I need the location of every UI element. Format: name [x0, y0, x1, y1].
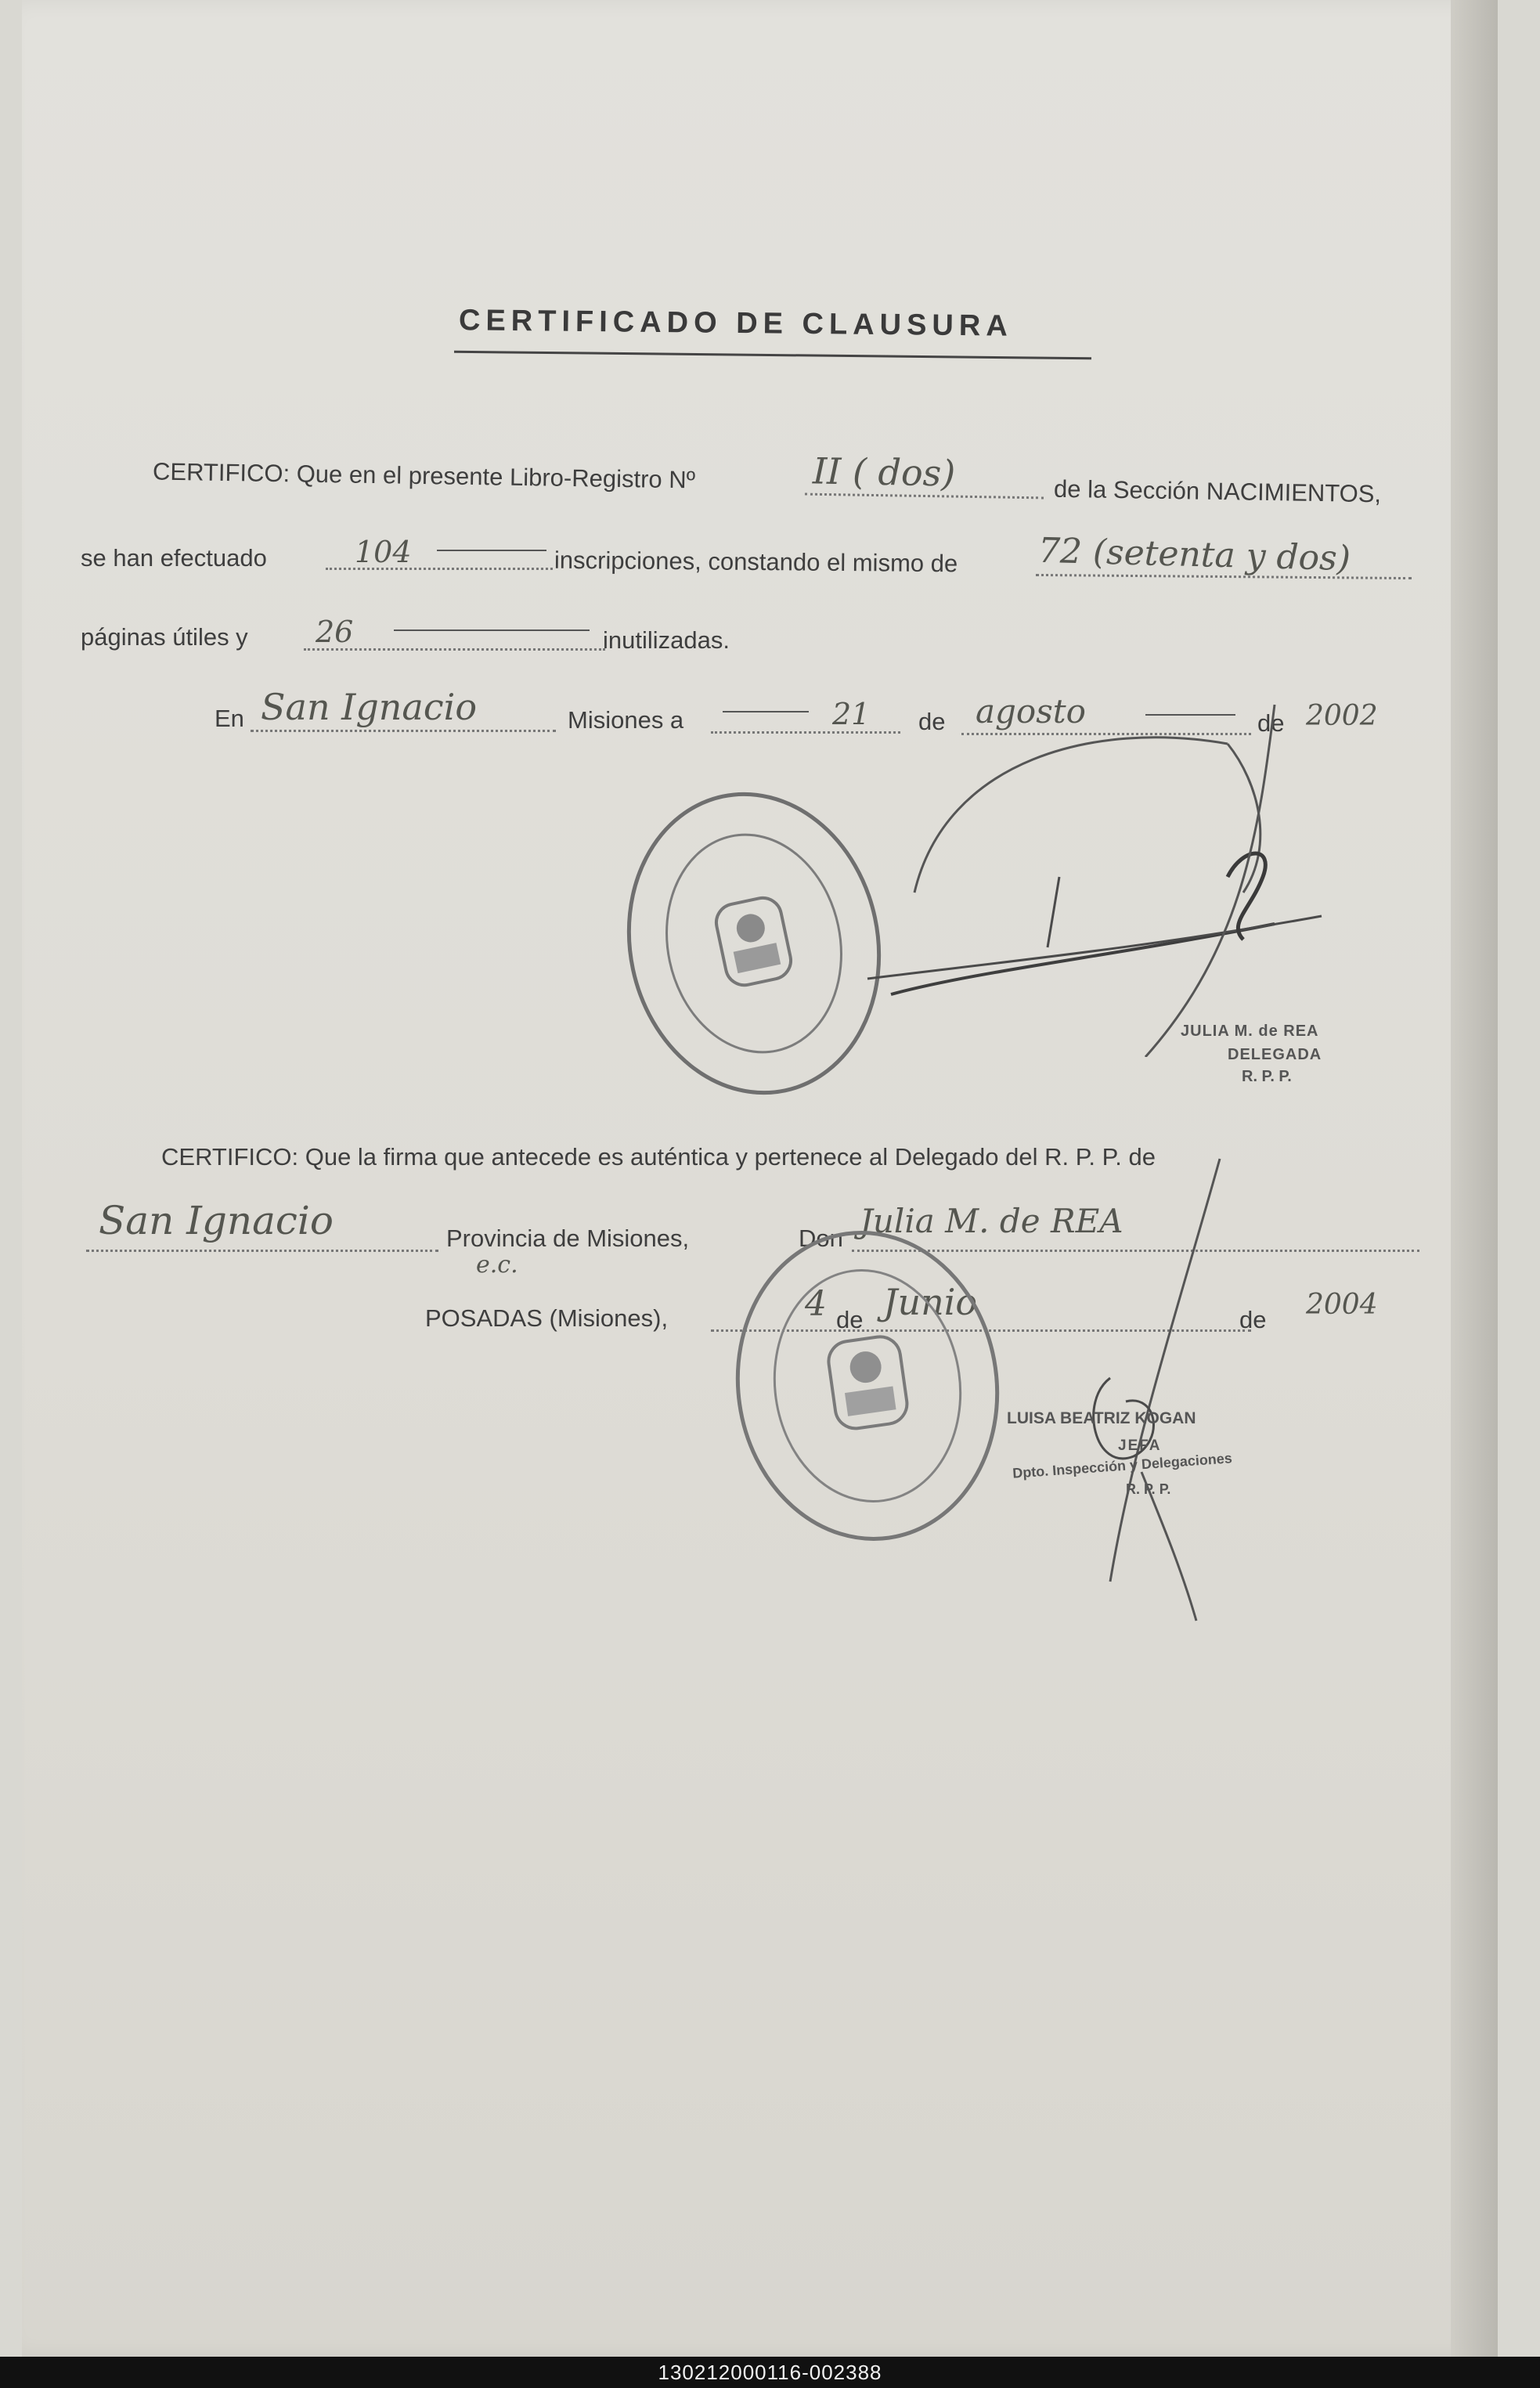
- cert1-line4-en: En: [215, 705, 244, 732]
- sig1-role: DELEGADA: [1228, 1046, 1322, 1063]
- cert1-line1-text-a: CERTIFICO: Que en el presente Libro-Registro Nº: [152, 457, 696, 494]
- cert1-handwritten-year: 2002: [1306, 700, 1378, 732]
- cert1-handwritten-pages: 72 (setenta y dos): [1037, 530, 1351, 579]
- cert1-line2-text-b: inscripciones, constando el mismo de: [554, 546, 958, 578]
- signature-delegada: [836, 689, 1384, 1057]
- cert1-day-stroke: [723, 711, 809, 712]
- signature-jefa: [1063, 1143, 1267, 1629]
- cert1-place-dots: [251, 730, 556, 732]
- sig1-office: R. P. P.: [1242, 1068, 1292, 1085]
- official-stamp-ministerio: [723, 1221, 1012, 1550]
- cert1-handwritten-number: II ( dos): [812, 449, 956, 495]
- cert2-handwritten-note: e.c.: [476, 1251, 518, 1279]
- cert1-handwritten-useless: 26: [316, 615, 354, 649]
- cert2-line3-de2: de: [1239, 1306, 1267, 1333]
- cert1-line2-text-a: se han efectuado: [81, 544, 267, 572]
- sig1-name: JULIA M. de REA: [1181, 1023, 1319, 1040]
- cert2-line2-text-a: Provincia de Misiones,: [446, 1225, 690, 1252]
- cert1-handwritten-day: 21: [832, 697, 871, 731]
- cert2-line3-text-a: POSADAS (Misiones),: [425, 1304, 669, 1332]
- sig2-role: JEFA: [1118, 1437, 1162, 1454]
- cert1-handwritten-place: San Ignacio: [261, 686, 478, 728]
- cert2-line1: CERTIFICO: Que la firma que antecede es auténtica y pertenece al Delegado del R. P. P. de: [161, 1143, 1156, 1171]
- cert1-line3-text-a: páginas útiles y: [81, 623, 248, 651]
- cert2-place-dots: [86, 1250, 438, 1252]
- cert1-line1-text-b: de la Sección NACIMIENTOS,: [1053, 474, 1382, 508]
- cert1-line1: [153, 458, 696, 495]
- cert2-line2-don: Don: [799, 1225, 843, 1252]
- cert1-handwritten-month: agosto: [976, 692, 1086, 730]
- cert2-handwritten-place: San Ignacio: [99, 1198, 334, 1243]
- cert1-handwritten-inscriptions: 104: [355, 535, 412, 569]
- document-page: [22, 0, 1498, 2357]
- stamp-2-graphic: [723, 1221, 1012, 1550]
- cert2-line3-de1: de: [836, 1306, 864, 1333]
- cert1-line4-de1: de: [918, 708, 946, 735]
- cert1-inscriptions-stroke: [437, 550, 546, 551]
- cert2-handwritten-name: Julia M. de REA: [860, 1202, 1123, 1240]
- document-title: CERTIFICADO DE CLAUSURA: [458, 304, 1013, 343]
- signature-2-strokes: [1063, 1143, 1267, 1629]
- sig2-name: LUISA BEATRIZ KOGAN: [1007, 1409, 1196, 1427]
- signature-1-strokes: [836, 689, 1384, 1057]
- cert2-handwritten-day: 4: [805, 1284, 827, 1324]
- cert1-line3-text-b: inutilizadas.: [603, 626, 730, 654]
- scan-id-bar: [0, 2357, 1540, 2388]
- cert1-line4-de2: de: [1257, 709, 1285, 737]
- cert1-useless-stroke: [394, 629, 590, 631]
- sig2-office2: R. P. P.: [1126, 1481, 1171, 1497]
- scan-id-text: 130212000116-002388: [658, 2360, 882, 2384]
- page-edge: [1451, 0, 1498, 2357]
- sig2-office: Dpto. Inspección y Delegaciones: [1012, 1450, 1233, 1481]
- cert2-handwritten-month: Junio: [883, 1281, 978, 1323]
- cert1-line4-misiones: Misiones a: [568, 706, 684, 734]
- title-underline: [454, 351, 1091, 360]
- cert2-handwritten-year: 2004: [1306, 1289, 1378, 1321]
